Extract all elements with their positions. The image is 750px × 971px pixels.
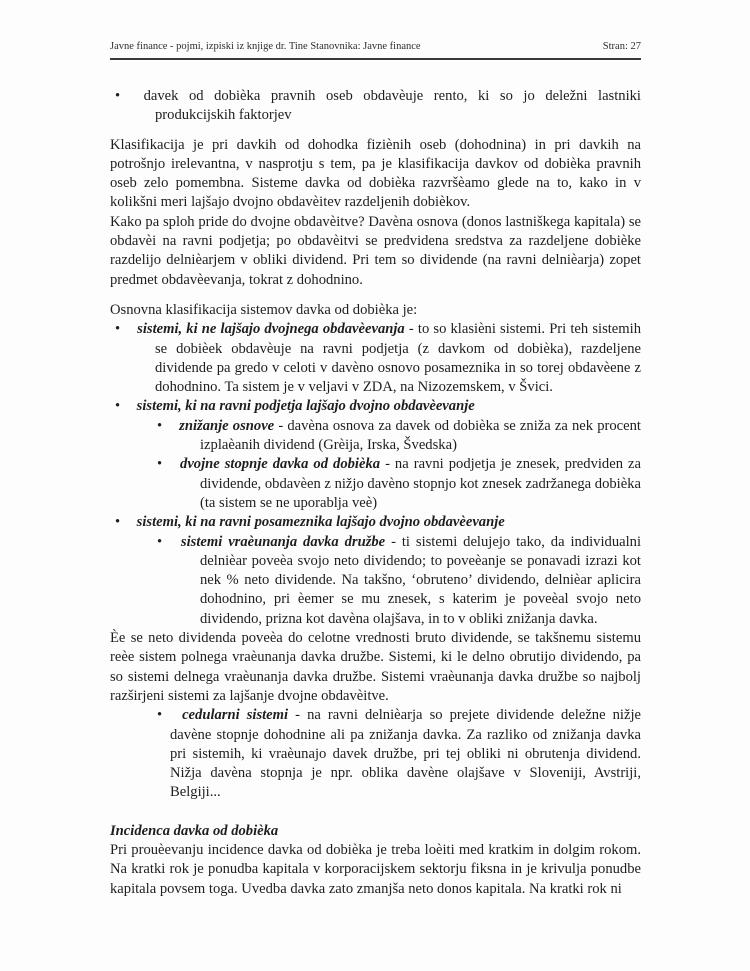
document-body [110, 87, 641, 899]
term-lead: dvojne stopnje davka od dobièka [180, 456, 381, 473]
term-lead: znižanje osnove [179, 417, 275, 434]
list-item-dvojne-stopnje [110, 455, 641, 513]
page-number: Stran: 27 [602, 41, 641, 52]
list-item-sistemi-posameznik [110, 513, 641, 532]
bullet-icon: • [115, 514, 121, 531]
header-title: Javne finance - pojmi, izpiski iz knjige dr. Tine Stanovnika: Javne finance [110, 41, 421, 52]
bullet-icon: • [115, 398, 121, 415]
term-lead: sistemi, ki na ravni posameznika lajšajo dvojno obdavèevanje [136, 514, 505, 531]
list-item-cedularni [110, 706, 641, 802]
intro-bullet-text: davek od dobièka pravnih oseb obdavèuje rento, ki so jo deležni lastniki produkcijskih faktorjev [143, 88, 641, 124]
term-lead: sistemi vraèunanja davka družbe [180, 533, 386, 550]
list-item-vracunanje-davka [110, 533, 641, 629]
term-description: - davèna osnova za davek od dobièka se zniža za nek procent izplaèanih dividend (Grèija, Irska, Švedska) [200, 417, 641, 454]
bullet-icon: • [157, 533, 163, 550]
paragraph-dvojna-obdavcitev: Kako pa sploh pride do dvojne obdavèitve? Davèna osnova (donos lastniškega kapitala) se obdavèi na ravni podjetja; po obdavèitvi se predvidena sredstva za razdeljene dobièke razdelijo delnièarjem v obliki dividend. Pri tem so dividende (na ravni delnièarja) zopet predmet obdavèevanja, tokrat z dohodnino. [110, 213, 641, 288]
paragraph-polno-vracunanje: Èe se neto dividenda poveèa do celotne vrednosti bruto dividende, se takšnemu sistemu reèe sistem polnega vraèunanja davka družbe. Sistemi, ki le delno obrutijo dividendo, pa so sistemi delnega vraèunanja davka družbe. Sistemi vraèunanja davka družbe so najbolj razširjeni sistemi za lajšanje dvojne obdavèitve. [110, 630, 641, 704]
section-heading-incidenca: Incidenca davka od dobièka [110, 822, 279, 839]
paragraph-incidenca: Pri prouèevanju incidence davka od dobièka je treba loèiti med kratkim in dolgim rokom. Na kratki rok je ponudba kapitala v korporacijskem sektorju fiksna in je krivulja ponudbe kapitala povsem toga. Uvedba davka zato zmanjša neto donos kapitala. Na kratki rok ni [110, 841, 641, 897]
intro-bullet-item [110, 87, 641, 126]
term-lead: cedularni sistemi [182, 707, 289, 724]
bullet-icon: • [115, 88, 121, 104]
term-description: - na ravni podjetja je znesek, predviden za dividende, obdavèen z nižjo davèno stopnjo kot znesek zadržanega dobièka (ta sistem se ne uporablja veè) [200, 456, 641, 511]
term-description: - to so klasièni sistemi. Pri teh sistemih se dobièek obdavèuje na ravni podjetja (z davkom od dobièka), razdeljene dividende pa gredo v celoti v davèno osnovo posameznika in so torej obdavèene z dohodnino. Ta sistem je v veljavi v ZDA, na Nizozemskem, v Švici. [155, 321, 641, 396]
term-lead: sistemi, ki ne lajšajo dvojnega obdavèevanja [137, 321, 405, 338]
term-description: - na ravni delnièarja so prejete dividende deležne nižje davène stopnje dohodnine ali pa znižanja davka. Za razliko od znižanja davka pri sistemih, ki vraèunajo davek družbe, pri tej obliki ni obrutenja dividend. Nižja davèna stopnja je npr. oblika davène olajšave v Sloveniji, Avstriji, Belgiji... [170, 707, 641, 801]
paragraph-klasifikacija: Klasifikacija je pri davkih od dohodka fiziènih oseb (dohodnina) in pri davkih na potrošnjo irelevantna, v nasprotju s tem, pa je klasifikacija davkov od dobièka pravnih oseb zelo pomembna. Sisteme davka od dobièka razvršèamo glede na to, kako in v kolikšni meri lajšajo dvojno obdavèitev razdeljenih dobièkov. [110, 136, 641, 211]
list-item-sistemi-podjetje [110, 397, 641, 416]
term-lead: sistemi, ki na ravni podjetja lajšajo dvojno obdavèevanje [136, 398, 475, 415]
paragraph-osnovna-klasifikacija: Osnovna klasifikacija sistemov davka od dobièka je: [110, 301, 418, 318]
bullet-icon: • [157, 707, 163, 724]
term-description: - ti sistemi delujejo tako, da individualni delnièar poveèa svojo neto dividendo; to poveèanje se ponavadi izrazi kot nek % neto dividende. Na takšno, ‘obruteno’ dividendo, delnièar aplicira dohodnino, pri èemer se mu znesek, s katerim je poveèal svojo neto dividendo, prizna kot davèna olajšava, in to v obliki znižanja davka. [200, 533, 641, 627]
list-item-sistemi-klasicni [110, 320, 641, 397]
bullet-icon: • [157, 417, 163, 434]
bullet-icon: • [157, 456, 163, 473]
list-item-znizanje-osnove [110, 417, 641, 456]
page-header [110, 41, 641, 60]
bullet-icon: • [115, 321, 121, 338]
